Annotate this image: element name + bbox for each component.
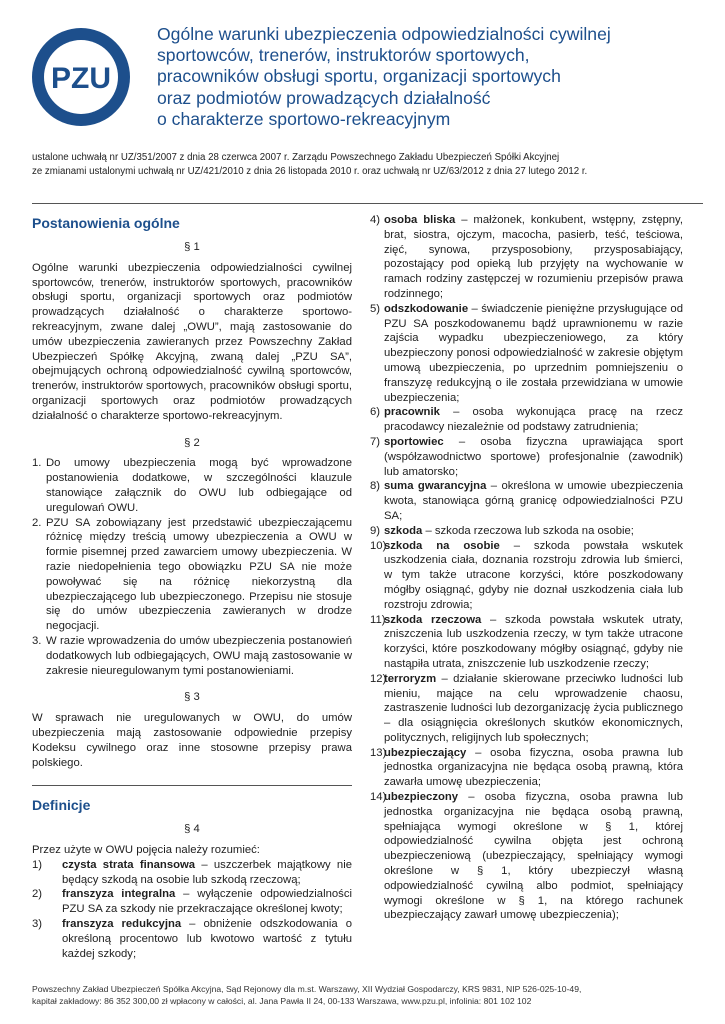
meta-line: ze zmianami ustalonymi uchwałą nr UZ/421/2010 z dnia 26 listopada 2010 r. oraz uchwałą nr UZ/63/2012 z dnia 27 lutego 2012 r. — [32, 166, 588, 177]
title-line: pracowników obsługi sportu, organizacji sportowych — [157, 66, 561, 87]
definition-term: pracownik — [384, 406, 440, 419]
definition-item: 10) szkoda na osobie – szkoda powstała wskutek uszkodzenia ciała, doznania rozstroju zdrowia lub śmierci, w tym także utracone korzyści, które poszkodowany mógłby osiągnąć, gdyby nie doznał uszkodzenia ciała lub rozstroju zdrowia; — [370, 539, 683, 611]
definition-item: 13) ubezpieczający – osoba fizyczna, osoba prawna lub jednostka organizacyjna nie będąca osobą prawną, która zawarła umowę ubezpieczenia; — [370, 746, 683, 789]
definition-item: 6) pracownik – osoba wykonująca pracę na rzecz pracodawcy niezależnie od podstawy zatrudnienia; — [370, 406, 683, 434]
title-line: oraz podmiotów prowadzących działalność — [157, 87, 491, 108]
list-item: 3. W razie wprowadzenia do umów ubezpieczenia postanowień dodatkowych lub odbiegających, OWU mają zastosowanie w zakresie nieuregulowanym tymi postanowieniami. — [32, 634, 352, 677]
definitions-intro: Przez użyte w OWU pojęcia należy rozumieć: — [32, 844, 260, 857]
paragraph-2-list — [32, 456, 352, 678]
definition-term: sportowiec — [384, 435, 444, 448]
section-divider — [32, 785, 352, 786]
footer-line: kapitał zakładowy: 86 352 300,00 zł wpłacony w całości, al. Jana Pawła II 24, 00-133 Warszawa, www.pzu.pl, infolinia: 801 102 102 — [32, 996, 532, 1006]
pzu-logo — [31, 27, 131, 127]
definition-item: 7) sportowiec – osoba fizyczna uprawiająca sport (współzawodnictwo sportowe) profesjonalnie (zawodnik) lub amatorsko; — [370, 435, 683, 478]
list-item: 1. Do umowy ubezpieczenia mogą być wprowadzone postanowienia dodatkowe, w szczególności klauzule stanowiące załącznik do OWU lub odbiegające od uregulowań OWU. — [32, 457, 352, 514]
definition-item: 2) franszyza integralna – wyłączenie odpowiedzialności PZU SA za szkody nie przekraczające określonej kwoty; — [32, 888, 352, 916]
paragraph-heading-1: § 1 — [184, 241, 200, 253]
definition-item: 8) suma gwarancyjna – określona w umowie ubezpieczenia kwota, stanowiąca górną granicę odpowiedzialności PZU SA; — [370, 480, 683, 522]
document-title — [157, 24, 697, 130]
definition-term: ubezpieczający — [384, 746, 467, 759]
definition-item: 12) terroryzm – działanie skierowane przeciwko ludności lub mieniu, mające na celu wprowadzenie chaosu, zastraszenie ludności lub dezorganizację życia publicznego – dla osiągnięcia określonych skutków ekonomicznych, politycznych, religijnych lub społecznych; — [370, 672, 683, 744]
footer-line: Powszechny Zakład Ubezpieczeń Spółka Akcyjna, Sąd Rejonowy dla m.st. Warszawy, XII Wydział Gospodarczy, KRS 9831, NIP 526-025-10-49, — [32, 984, 582, 994]
definition-term: szkoda rzeczowa — [384, 613, 482, 626]
section-title-general: Postanowienia ogólne — [32, 215, 180, 231]
header-divider — [32, 203, 703, 204]
definition-item: 1) czysta strata finansowa – uszczerbek majątkowy nie będący szkodą na osobie lub szkodą rzeczową; — [32, 858, 352, 886]
paragraph-1-text: Ogólne warunki ubezpieczenia odpowiedzialności cywilnej sportowców, trenerów, instruktorów sportowych, pracowników obsługi sportu, organizacji sportowych oraz podmiotów prowadzących działalność o charakterze sportowo-rekreacyjnym, zwane dalej „OWU”, mają zastosowanie do umów ubezpieczenia zawieranych przez Powszechny Zakład Ubezpieczeń Spółkę Akcyjną, zwaną dalej „PZU SA”, obejmujących ochroną odpowiedzialność cywilną sportowców, trenerów, instruktorów sportowych, pracowników obsługi sportu, organizacji sportowych oraz podmiotów prowadzących działalność o charakterze sportowo-rekreacyjnym. — [32, 261, 352, 422]
definition-term: szkoda na osobie — [384, 539, 500, 552]
paragraph-heading-3: § 3 — [184, 691, 200, 704]
definition-term: terroryzm — [384, 672, 437, 685]
resolution-info — [32, 151, 702, 179]
definition-term: szkoda — [384, 524, 423, 537]
right-column — [370, 213, 683, 923]
paragraph-heading-4: § 4 — [184, 823, 200, 836]
definition-term: suma gwarancyjna — [384, 480, 487, 493]
definitions-list-left — [32, 858, 352, 962]
definition-term: ubezpieczony — [384, 791, 459, 804]
logo-text: PZU — [51, 62, 111, 95]
paragraph-heading-2: § 2 — [184, 436, 200, 449]
definition-term: franszyza redukcyjna — [62, 918, 182, 931]
list-item: 2. PZU SA zobowiązany jest przedstawić ubezpieczającemu różnicę między treścią umowy ubezpieczenia a OWU w formie pisemnej przed zawarciem umowy ubezpieczenia. W razie niedopełnienia tego obowiązku PZU SA nie może powoływać się na różnicę niekorzystną dla ubezpieczającego lub ubezpieczonego. Przepisu nie stosuje się do umów ubezpieczenia zawieranych w drodze negocjacji. — [32, 516, 352, 633]
left-column — [32, 214, 352, 961]
definition-item: 3) franszyza redukcyjna – obniżenie odszkodowania o określoną procentowo lub kwotowo wartość z tytułu każdej szkody; — [32, 918, 352, 960]
definition-term: franszyza integralna — [62, 888, 176, 901]
definition-term: odszkodowanie — [384, 302, 469, 315]
definition-item: 5) odszkodowanie – świadczenie pieniężne przysługujące od PZU SA poszkodowanemu bądź uprawnionemu w razie zajścia wypadku ubezpieczeniowego, za który ubezpieczony ponosi odpowiedzialność w zakresie objętym umową ubezpieczenia, po uprzednim pomniejszeniu o franszyzę redukcyjną o ile została przewidziana w umowie ubezpieczenia; — [370, 302, 683, 404]
paragraph-3-text: W sprawach nie uregulowanych w OWU, do umów ubezpieczenia mają zastosowanie odpowiednie przepisy Kodeksu cywilnego oraz inne stosowne przepisy prawa polskiego. — [32, 712, 352, 769]
definition-item: 11) szkoda rzeczowa – szkoda powstała wskutek utraty, zniszczenia lub uszkodzenia rzeczy, w tym także utracone korzyści, które poszkodowany mógłby osiągnąć, gdyby nie nastąpiła utrata, zniszczenie lub uszkodzenie rzeczy; — [370, 613, 684, 670]
title-line: Ogólne warunki ubezpieczenia odpowiedzialności cywilnej — [157, 24, 611, 44]
company-footer — [32, 983, 702, 1007]
definition-item: 9) szkoda – szkoda rzeczowa lub szkoda na osobie; — [370, 524, 634, 537]
definitions-list-right — [370, 213, 683, 923]
section-title-definitions: Definicje — [32, 797, 91, 814]
title-line: sportowców, trenerów, instruktorów sportowych, — [157, 45, 530, 66]
title-line: o charakterze sportowo-rekreacyjnym — [157, 108, 451, 129]
definition-term: czysta strata finansowa — [62, 858, 196, 871]
definition-item: 4) osoba bliska – małżonek, konkubent, wstępny, zstępny, brat, siostra, ojczym, macocha, pasierb, teść, teściowa, zięć, synowa, przysposobiony, przysposabiający, pozostający pod opieką lub przyjęty na wychowanie w ramach rodziny zastępczej w rozumieniu przepisów prawa rodzinnego; — [370, 214, 683, 300]
definition-item: 14) ubezpieczony – osoba fizyczna, osoba prawna lub jednostka organizacyjna nie będąca osobą prawną, spełniająca wymogi określone w § 1, której odpowiedzialność cywilna objęta jest ochroną ubezpieczeniową (ubezpieczający, spełniający wymogi określone w § 1, który ubezpieczył własną odpowiedzialność cywilną albo podmiot, spełniający wymogi określone w § 1, na którego rachunek ubezpieczający zawarł umowę ubezpieczenia); — [370, 791, 683, 922]
meta-line: ustalone uchwałą nr UZ/351/2007 z dnia 28 czerwca 2007 r. Zarządu Powszechnego Zakładu Ubezpieczeń Spółki Akcyjnej — [32, 152, 560, 163]
definition-term: osoba bliska — [384, 214, 456, 226]
